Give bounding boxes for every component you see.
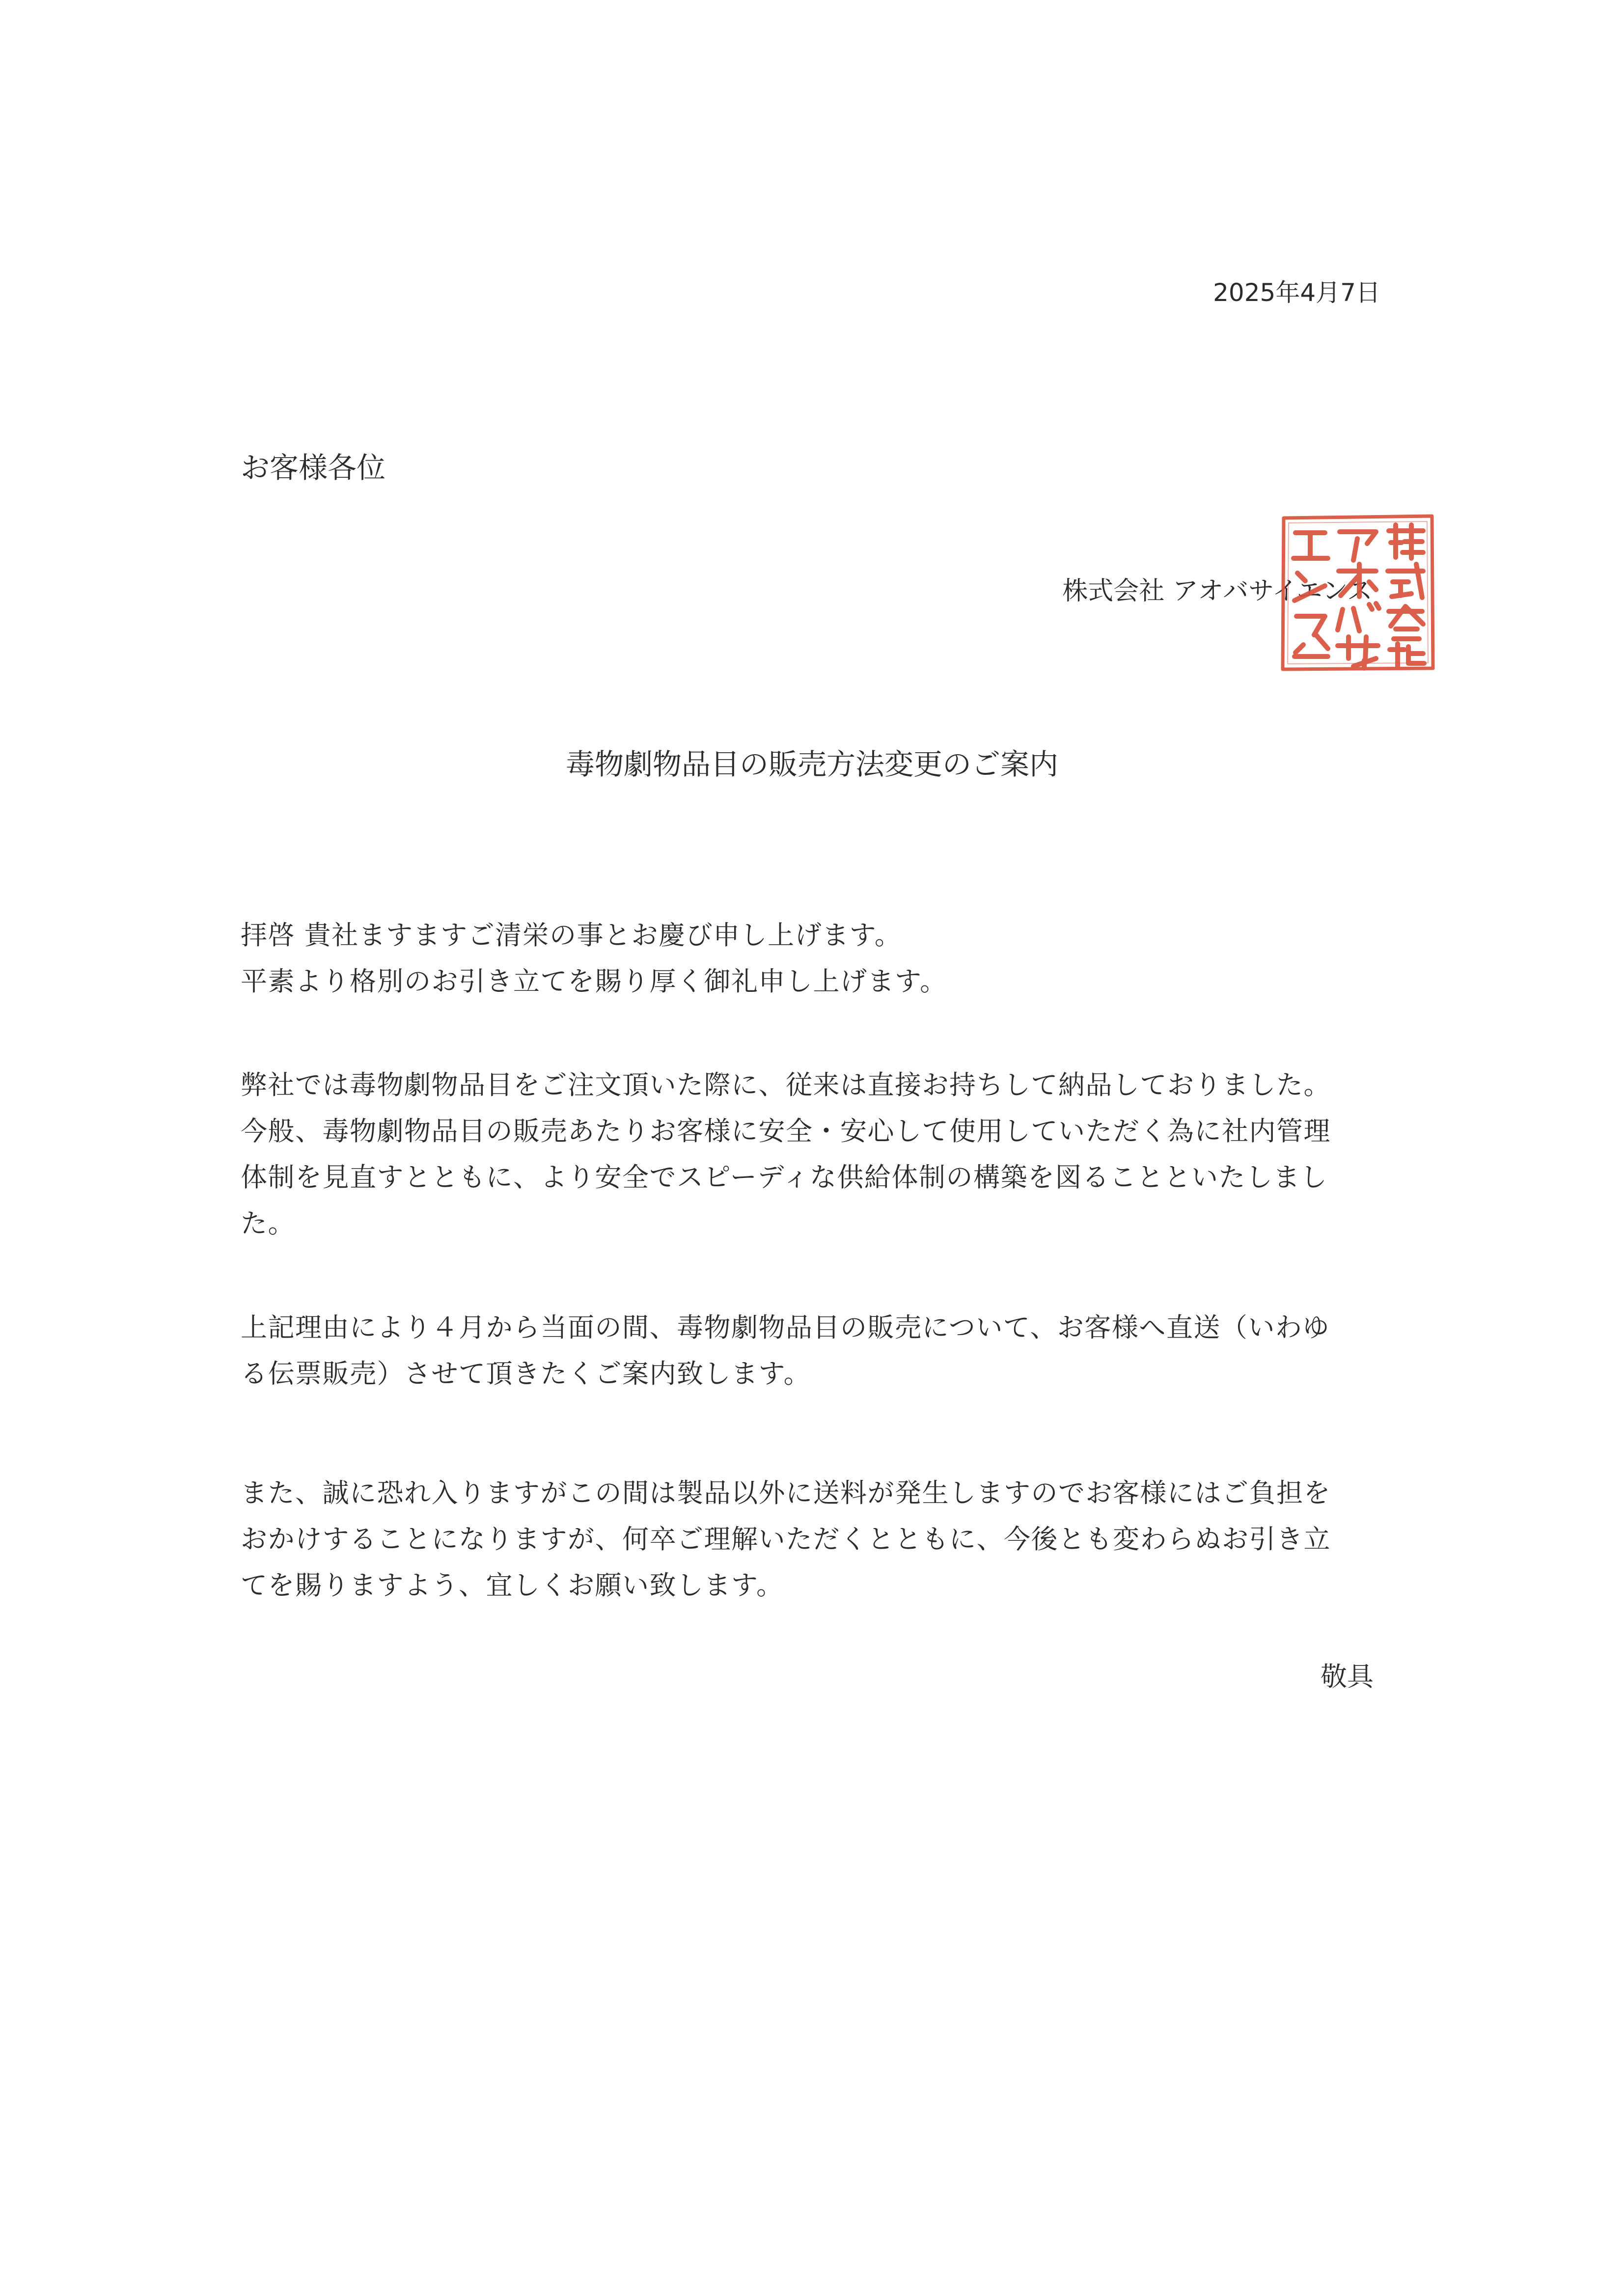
body-paragraph xyxy=(241,1062,1385,1247)
body-line: てを賜りますよう、宜しくお願い致します。 xyxy=(241,1570,784,1601)
letter-date: 2025年4月7日 xyxy=(1213,278,1380,307)
greeting-line: 平素より格別のお引き立てを賜り厚く御礼申し上げます。 xyxy=(241,966,947,997)
greeting-line: 拝啓 貴社ますますご清栄の事とお慶び申し上げます。 xyxy=(241,920,902,951)
body-line: 弊社では毒物劇物品目をご注文頂いた際に、従来は直接お持ちして納品しておりました。 xyxy=(241,1069,1331,1100)
body-line: おかけすることになりますが、何卒ご理解いただくとともに、今後とも変わらぬお引き立 xyxy=(241,1524,1331,1555)
body-line: た。 xyxy=(241,1208,295,1239)
addressee: お客様各位 xyxy=(241,451,386,485)
closing-phrase: 敬具 xyxy=(1321,1661,1374,1692)
sender-company: 株式会社 アオバサイエンス xyxy=(1062,576,1373,606)
greeting-paragraph xyxy=(241,912,1385,1005)
body-paragraph xyxy=(241,1470,1385,1609)
body-line: 上記理由により４月から当面の間、毒物劇物品目の販売について、お客様へ直送（いわゆ xyxy=(241,1312,1330,1343)
body-line: また、誠に恐れ入りますがこの間は製品以外に送料が発生しますのでお客様にはご負担を xyxy=(241,1477,1331,1508)
body-line: 今般、毒物劇物品目の販売あたりお客様に安全・安心して使用していただく為に社内管理 xyxy=(241,1116,1331,1147)
body-line: 体制を見直すとともに、より安全でスピーディな供給体制の構築を図ることといたしまし xyxy=(241,1162,1328,1193)
body-paragraph xyxy=(241,1305,1385,1397)
company-seal-stamp xyxy=(1280,513,1436,672)
letter-title: 毒物劇物品目の販売方法変更のご案内 xyxy=(565,747,1058,781)
body-line: る伝票販売）させて頂きたくご案内致します。 xyxy=(241,1358,811,1389)
